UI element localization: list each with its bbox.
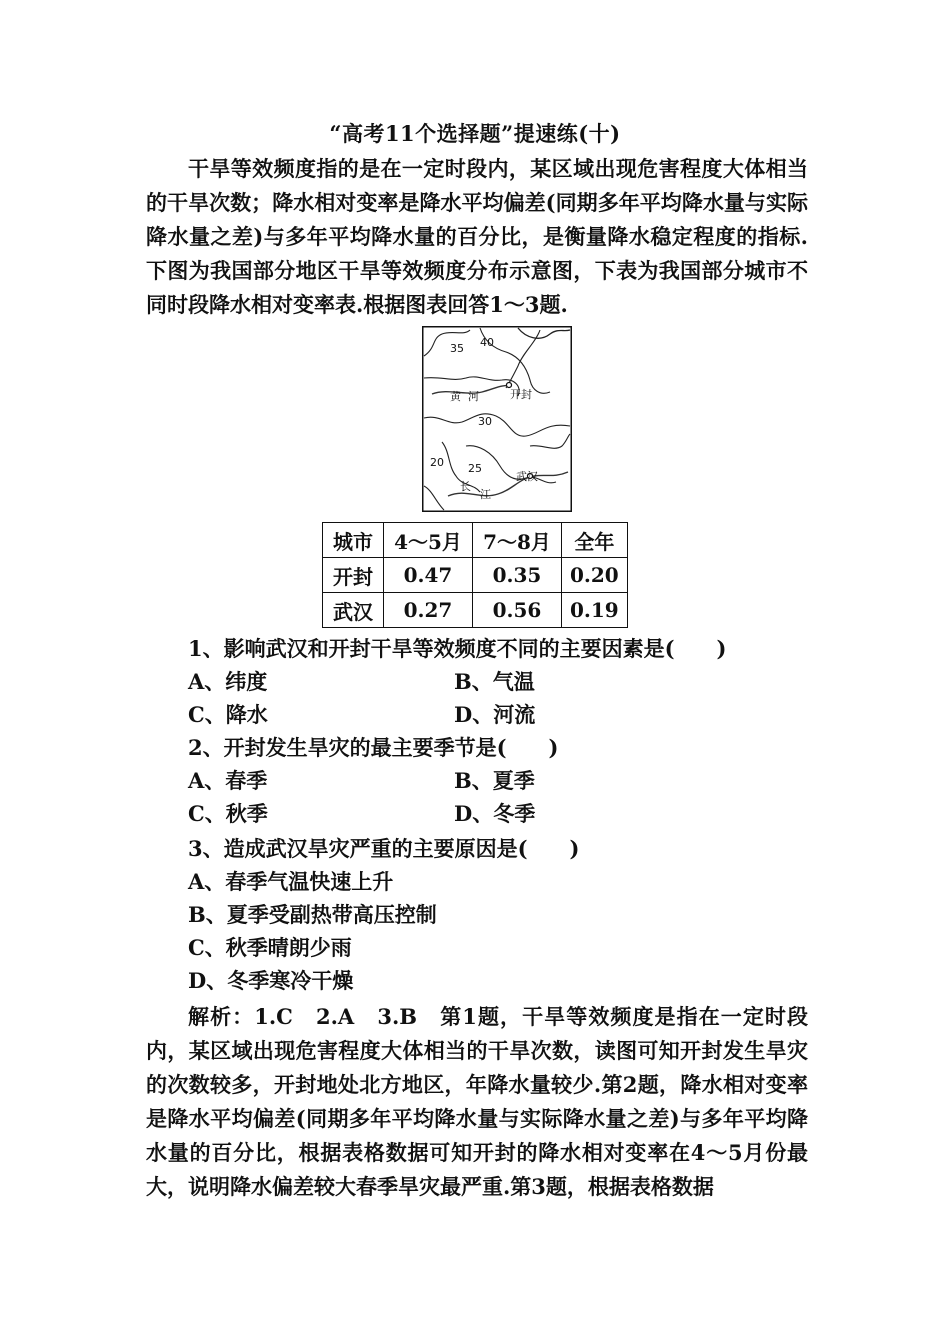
- label-kaifeng: 开封: [510, 388, 532, 401]
- table-cell: 0.27: [384, 593, 473, 628]
- label-huang: 黄: [450, 390, 461, 403]
- table-cell: 0.19: [562, 593, 628, 628]
- intro-paragraph: 干旱等效频度指的是在一定时段内，某区域出现危害程度大体相当的干旱次数；降水相对变率是降水平均偏差(同期多年平均降水量与实际降水量之差)与多年平均降水量的百分比，是衡量降水稳定程度的指标.下图为我国部分地区干旱等效频度分布示意图，下表为我国部分城市不同时段降水相对变率表.根据图表回答1～3题.: [146, 156, 808, 317]
- map-frame: [423, 327, 572, 512]
- kaifeng-marker: [507, 383, 512, 388]
- label-chang: 长: [460, 480, 471, 493]
- table-row: [323, 593, 628, 628]
- table-row: [323, 558, 628, 593]
- question-2-option-c: C、秋季: [188, 801, 268, 826]
- question-3-option-b: B、夏季受副热带高压控制: [188, 902, 437, 927]
- label-wuhan: 武汉: [516, 470, 538, 483]
- table-cell: 0.47: [384, 558, 473, 593]
- question-1-stem: 1、影响武汉和开封干旱等效频度不同的主要因素是( ): [188, 636, 727, 661]
- table-cell: 0.20: [562, 558, 628, 593]
- map-figure: [422, 326, 572, 512]
- question-1-option-row: [188, 665, 535, 698]
- question-3-option-c: C、秋季晴朗少雨: [188, 935, 352, 960]
- question-2-option-row: [188, 764, 535, 797]
- table-header-cell: 城市: [323, 523, 384, 558]
- question-2-option-d: D、冬季: [454, 801, 536, 826]
- question-3-option-d: D、冬季寒冷干燥: [188, 968, 354, 993]
- question-2-option-row: [188, 797, 536, 830]
- label-25: 25: [468, 462, 482, 475]
- table-header-cell: 4～5月: [384, 523, 473, 558]
- question-1-option-d: D、河流: [454, 702, 536, 727]
- question-3-option-a: A、春季气温快速上升: [188, 869, 394, 894]
- label-20: 20: [430, 456, 444, 469]
- table-cell: 开封: [323, 558, 384, 593]
- label-40: 40: [480, 336, 494, 349]
- table-cell: 0.56: [473, 593, 562, 628]
- question-2-option-b: B、夏季: [454, 768, 535, 793]
- analysis-paragraph: 解析：1.C 2.A 3.B 第1题，干旱等效频度是指在一定时段内，某区域出现危害程度大体相当的干旱次数，读图可知开封发生旱灾的次数较多，开封地处北方地区，年降水量较少.第2题，降水相对变率是降水平均偏差(同期多年平均降水量与实际降水量之差)与多年平均降水量的百分比，根据表格数据可知开封的降水相对变率在4～5月份最大，说明降水偏差较大春季旱灾最严重.第3题，根据表格数据: [146, 1004, 808, 1199]
- table-cell: 武汉: [323, 593, 384, 628]
- label-jiang: 江: [480, 488, 491, 501]
- question-2-stem: 2、开封发生旱灾的最主要季节是( ): [188, 735, 559, 760]
- table-header-cell: 全年: [562, 523, 628, 558]
- label-30: 30: [478, 415, 492, 428]
- precipitation-variability-table: [322, 522, 628, 628]
- table-header-row: [323, 523, 628, 558]
- table-header-cell: 7～8月: [473, 523, 562, 558]
- question-1-option-b: B、气温: [454, 669, 535, 694]
- question-3-stem: 3、造成武汉旱灾严重的主要原因是( ): [188, 836, 580, 861]
- question-1-option-row: [188, 698, 536, 731]
- drought-frequency-map: [422, 326, 572, 512]
- question-1-option-a: A、纬度: [188, 669, 268, 694]
- question-1-option-c: C、降水: [188, 702, 268, 727]
- label-he: 河: [468, 390, 479, 403]
- question-2-option-a: A、春季: [188, 768, 268, 793]
- table-cell: 0.35: [473, 558, 562, 593]
- page-title: “高考11个选择题”提速练(十): [329, 121, 621, 146]
- label-35: 35: [450, 342, 464, 355]
